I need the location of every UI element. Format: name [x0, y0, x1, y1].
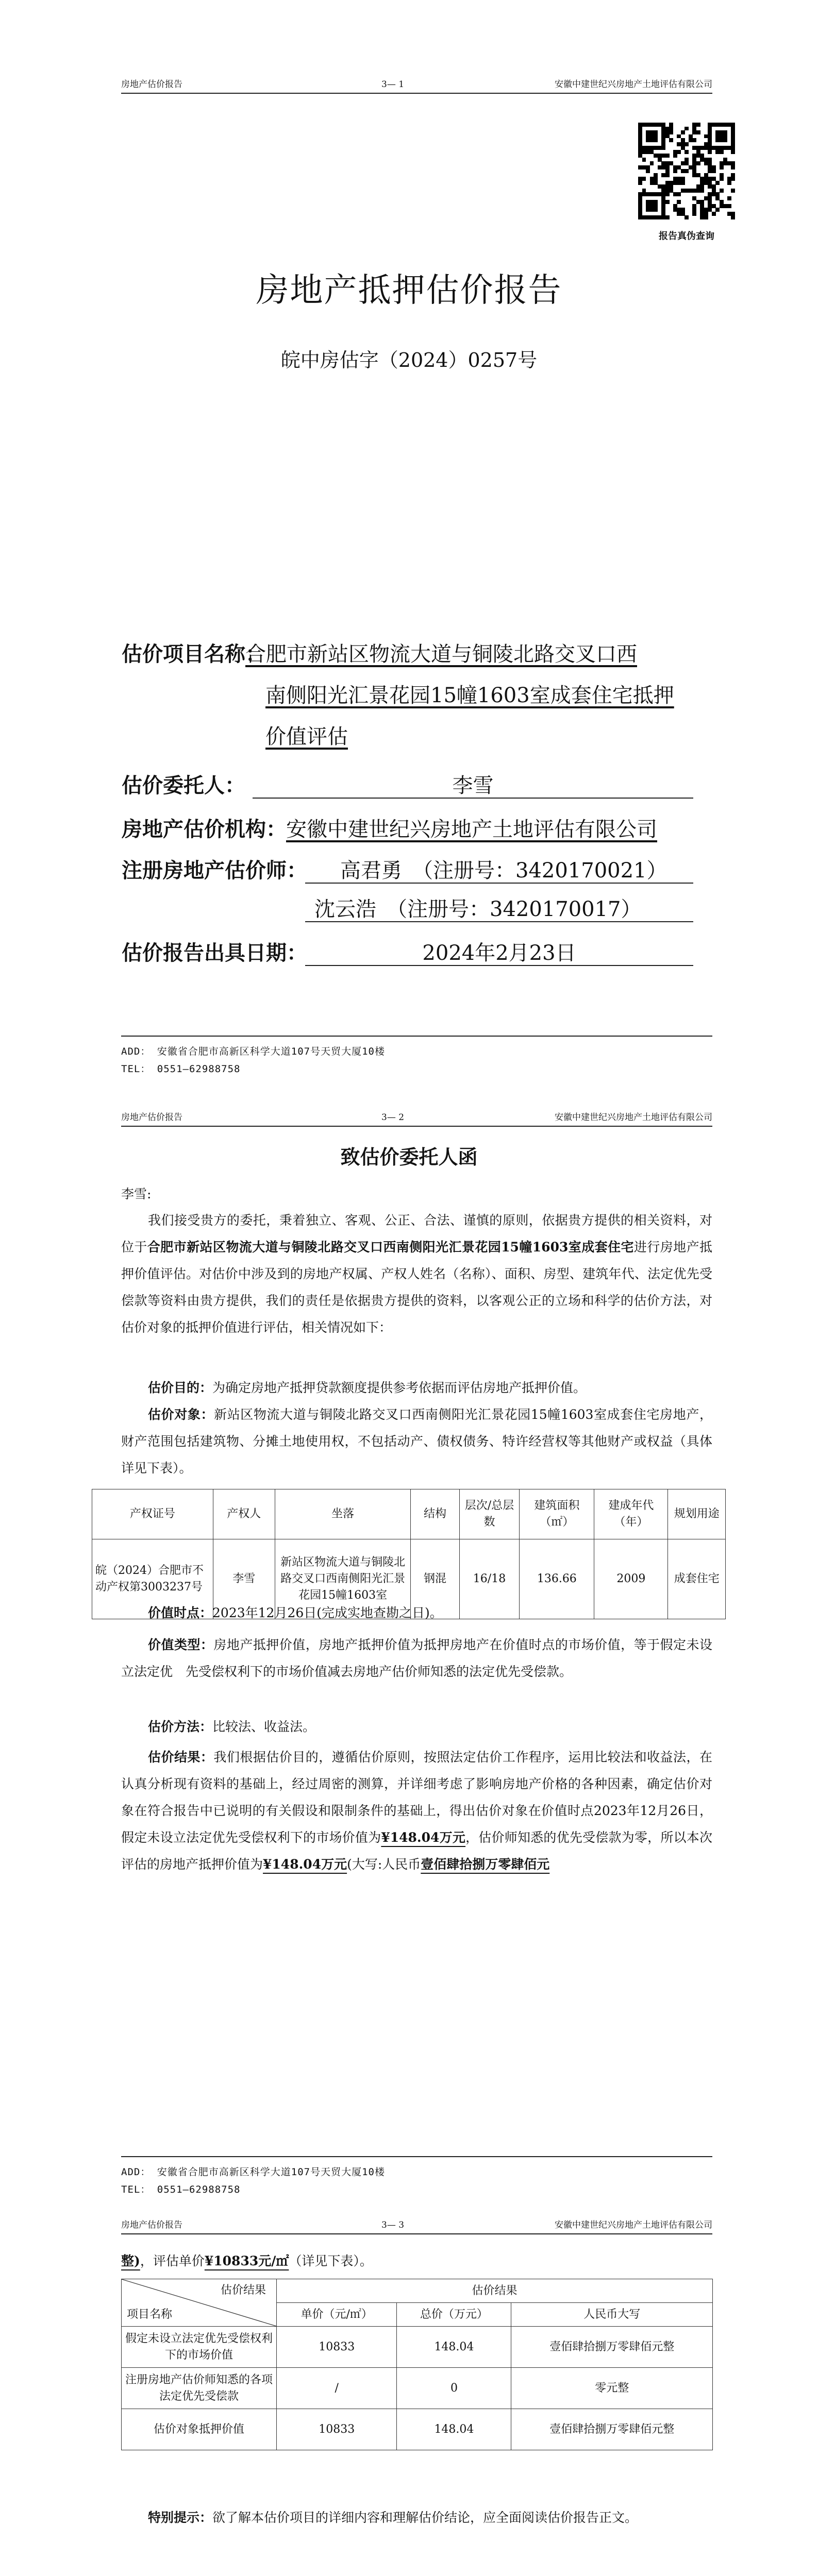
special-notice: 特别提示：欲了解本估价项目的详细内容和理解估价结论，应全面阅读估价报告正文。	[148, 2510, 638, 2525]
table-cell: 皖（2024）合肥市不动产权第3003237号	[92, 1539, 213, 1619]
table-cell: 10833	[277, 2409, 397, 2450]
table-cell: 钢混	[411, 1539, 459, 1619]
table-header-cell: 产权证号	[92, 1489, 213, 1539]
project-line-2: 南侧阳光汇景花园15幢1603室成套住宅抵押	[265, 684, 674, 707]
appraiser-2: 沈云浩 （注册号：3420170017）	[314, 897, 642, 921]
appraiser-label: 注册房地产估价师：	[122, 858, 307, 883]
agency-value: 安徽中建世纪兴房地产土地评估有限公司	[286, 818, 657, 841]
agency-label: 房地产估价机构：	[122, 817, 287, 841]
table-cell: 148.04	[397, 2409, 511, 2450]
table-header-cell: 产权人	[213, 1489, 275, 1539]
method-paragraph: 估价方法：比较法、收益法。	[148, 1719, 316, 1734]
appraiser-1: 高君勇 （注册号：3420170021）	[340, 859, 667, 883]
table-cell: 注册房地产估价师知悉的各项法定优先受偿款	[122, 2368, 277, 2409]
value-date-paragraph: 价值时点：2023年12月26日(完成实地查勘之日)。	[148, 1605, 443, 1620]
table-header-cell: 建筑面积（㎡）	[520, 1489, 594, 1539]
continuation-paragraph: 整)，评估单价¥10833元/㎡（详见下表）。	[121, 2253, 373, 2268]
table-row	[122, 2368, 713, 2409]
header-left: 房地产估价报告	[121, 1112, 182, 1123]
result-paragraph: 估价结果：我们根据估价目的，遵循估价原则，按照法定估价工作程序，运用比较法和收益法，在认真分析现有资料的基础上，经过周密的测算，并详细考虑了影响房地产价格的各种因素，确定估价对象在符合报告中已说明的有关假设和限制条件的基础上，得出估价对象在价值时点2023年12月26日，假定未设立法定优先受偿权利下的市场价值为¥148.04万元，估价师知悉的优先受偿款为零，所以本次评估的房地产抵押价值为¥148.04万元(大写:人民币壹佰肆拾捌万零肆佰元	[121, 1750, 712, 1872]
page-header	[121, 1105, 712, 1127]
table-header-cell: 结构	[411, 1489, 459, 1539]
column-header: 总价（万元）	[397, 2303, 511, 2327]
table-cell: 10833	[277, 2327, 397, 2368]
value-type-paragraph: 价值类型：房地产抵押价值，房地产抵押价值为抵押房地产在价值时点的市场价值，等于假定未设立法定优 先受偿权利下的市场价值减去房地产估价师知悉的法定优先受偿款。	[121, 1637, 712, 1679]
table-cell: 2009	[594, 1539, 668, 1619]
header-page: 3— 3	[381, 2220, 405, 2230]
column-header: 人民币大写	[511, 2303, 713, 2327]
header-right: 安徽中建世纪兴房地产土地评估有限公司	[555, 1112, 712, 1123]
column-header: 单价（元/㎡）	[277, 2303, 397, 2327]
group-header: 估价结果	[277, 2279, 713, 2303]
object-paragraph: 估价对象：新站区物流大道与铜陵北路交叉口西南侧阳光汇景花园15幢1603室成套住宅房地产，财产范围包括建筑物、分摊土地使用权，不包括动产、债权债务、特许经营权等其他财产或权益（具体详见下表）。	[121, 1407, 712, 1476]
table-cell: /	[277, 2368, 397, 2409]
date-value: 2024年2月23日	[422, 941, 576, 965]
client-value: 李雪	[452, 774, 494, 798]
table-cell: 16/18	[459, 1539, 520, 1619]
project-line-1: 合肥市新站区物流大道与铜陵北路交叉口西	[245, 642, 637, 666]
report-title: 房地产抵押估价报告	[256, 272, 562, 310]
project-line-3: 价值评估	[265, 725, 348, 749]
page-header	[121, 72, 712, 94]
header-right: 安徽中建世纪兴房地产土地评估有限公司	[555, 2220, 712, 2230]
header-page: 3— 2	[381, 1112, 405, 1123]
table-cell: 估价对象抵押价值	[122, 2409, 277, 2450]
table-row	[122, 2409, 713, 2450]
intro-paragraph: 我们接受贵方的委托，秉着独立、客观、公正、合法、谨慎的原则，依据贵方提供的相关资料，对位于合肥市新站区物流大道与铜陵北路交叉口西南侧阳光汇景花园15幢1603室成套住宅进行房地产抵押价值评估。对估价中涉及到的房地产权属、产权人姓名（名称）、面积、房型、建筑年代、法定优先受偿款等资料由贵方提供，我们的责任是依据贵方提供的资料，以客观公正的立场和科学的估价方法，对估价对象的抵押价值进行评估，相关情况如下：	[121, 1213, 712, 1335]
table-cell: 零元整	[511, 2368, 713, 2409]
table-cell: 假定未设立法定优先受偿权利下的市场价值	[122, 2327, 277, 2368]
table-header-cell: 建成年代（年）	[594, 1489, 668, 1539]
table-cell: 李雪	[213, 1539, 275, 1619]
table-cell: 148.04	[397, 2327, 511, 2368]
project-label: 估价项目名称：	[122, 642, 266, 666]
letter-title: 致估价委托人函	[340, 1145, 478, 1168]
table-cell: 壹佰肆拾捌万零肆佰元整	[511, 2409, 713, 2450]
table-row	[122, 2327, 713, 2368]
qr-code-icon[interactable]	[638, 123, 735, 219]
qr-caption: 报告真伪查询	[659, 231, 714, 242]
footer-address: ADD： 安徽省合肥市高新区科学大道107号天贸大厦10楼	[121, 2166, 385, 2178]
footer-tel: TEL： 0551—62988758	[121, 1063, 241, 1075]
client-label: 估价委托人：	[122, 773, 245, 798]
table-cell: 136.66	[520, 1539, 594, 1619]
purpose-paragraph: 估价目的：为确定房地产抵押贷款额度提供参考依据而评估房地产抵押价值。	[148, 1380, 587, 1395]
page-header	[121, 2213, 712, 2234]
table-header-cell: 坐落	[275, 1489, 411, 1539]
table-cell: 新站区物流大道与铜陵北路交叉口西南侧阳光汇景花园15幢1603室	[275, 1539, 411, 1619]
date-label: 估价报告出具日期：	[122, 941, 307, 965]
header-left: 房地产估价报告	[121, 79, 182, 90]
document-number: 皖中房估字（2024）0257号	[280, 349, 538, 371]
table-cell: 成套住宅	[668, 1539, 726, 1619]
page-letter	[0, 1105, 818, 2202]
header-page: 3— 1	[381, 79, 405, 90]
header-left: 房地产估价报告	[121, 2220, 182, 2230]
page-letter-continued	[0, 2213, 818, 2576]
valuation-result-table	[121, 2279, 713, 2450]
footer-address: ADD： 安徽省合肥市高新区科学大道107号天贸大厦10楼	[121, 1046, 385, 1057]
table-corner: 估价结果 项目名称	[122, 2279, 277, 2327]
table-header-cell: 层次/总层数	[459, 1489, 520, 1539]
salutation: 李雪:	[121, 1187, 152, 1201]
page-footer	[121, 2156, 712, 2198]
table-cell: 0	[397, 2368, 511, 2409]
header-right: 安徽中建世纪兴房地产土地评估有限公司	[555, 79, 712, 90]
table-cell: 壹佰肆拾捌万零肆佰元整	[511, 2327, 713, 2368]
table-header-cell: 规划用途	[668, 1489, 726, 1539]
footer-tel: TEL： 0551—62988758	[121, 2184, 241, 2195]
page-footer	[121, 1036, 712, 1078]
page-cover	[0, 0, 818, 1082]
